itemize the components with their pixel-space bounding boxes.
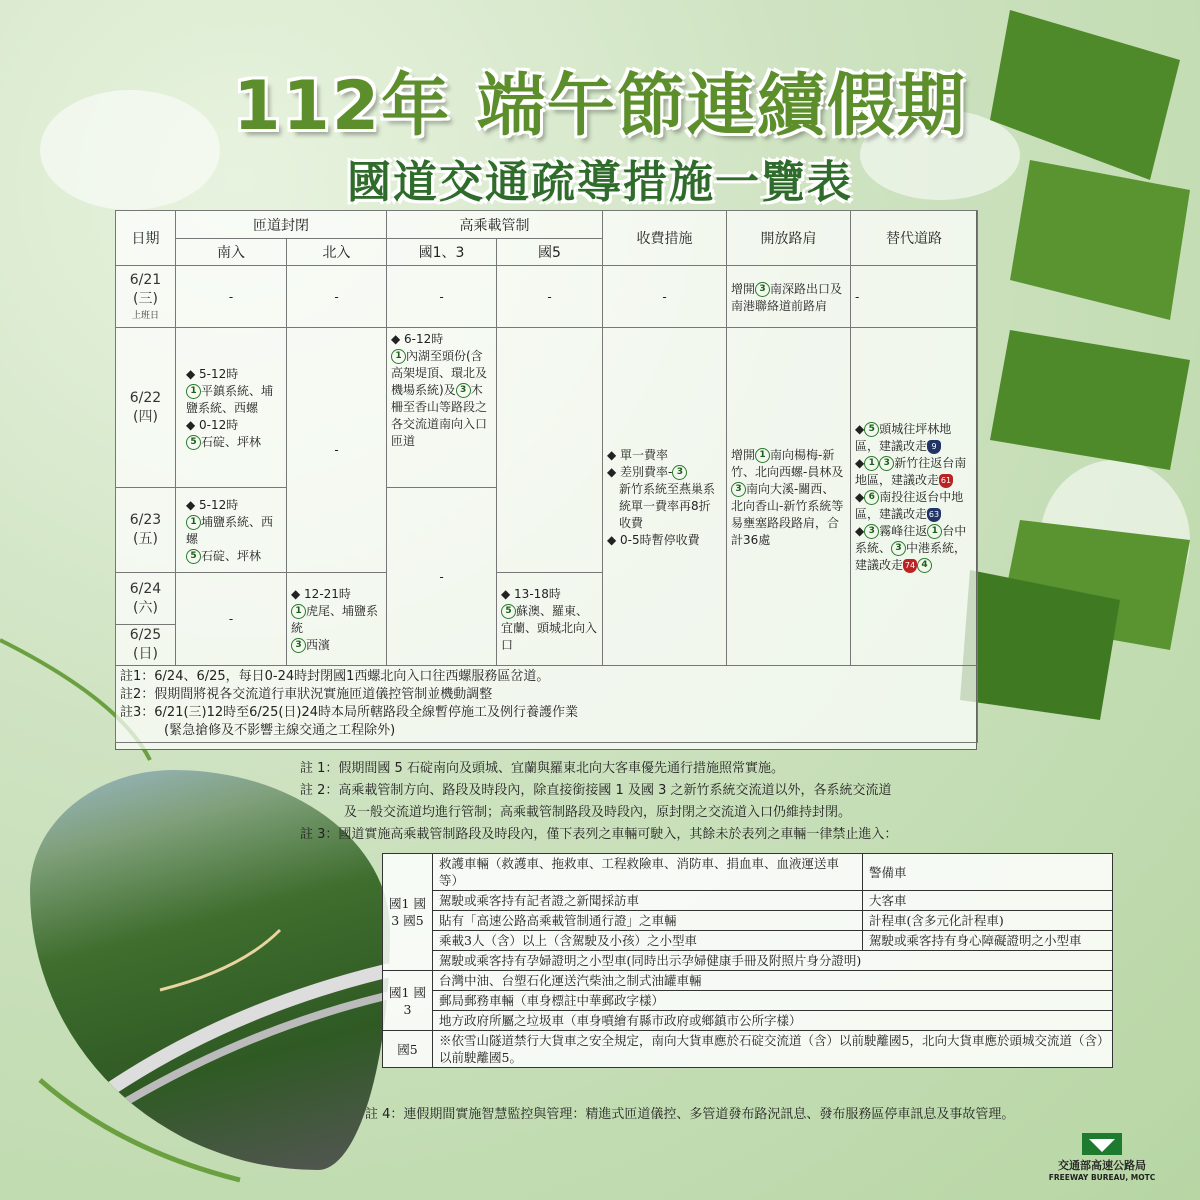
text: 內湖至頭份(含高架堤頂、環北及機場系統)及 [391,349,488,397]
cell-dash: - [603,266,727,328]
date-label: 6/24 [129,580,162,597]
freeway-1-icon: 1 [755,448,770,463]
text: 增開 [731,447,756,462]
cell-0622-south [176,328,287,488]
weekday-label: (日) [133,646,158,662]
table-note-1: 註1：6/24、6/25，每日0-24時封閉國1西螺北向入口往西螺服務區岔道。 [120,669,550,684]
cell-dash: - [497,266,603,328]
group-label: 國1 國3 國5 [383,854,433,971]
cell-0621-shoulder [727,266,851,328]
freeway-1-icon: 1 [864,456,879,471]
freeway-bureau-logo [1042,1133,1162,1182]
table-notes [116,666,978,743]
vehicle-row: 駕駛或乘客持有身心障礙證明之小型車 [863,931,1113,951]
header-date: 日期 [116,211,176,266]
freeway-4-icon: 4 [917,558,932,573]
cell-dash: - [387,266,497,328]
freeway-5-icon: 5 [864,422,879,437]
freeway-3-icon: 3 [291,638,306,653]
text: ◆ 12-21時 [291,587,351,601]
freeway-1-icon: 1 [186,384,201,399]
freeway-1-icon: 1 [291,604,306,619]
cell-0624-north [287,573,387,666]
header-alt-route: 替代道路 [851,211,978,266]
measures-table-container [115,210,977,750]
logo-icon [1082,1133,1122,1155]
measures-table [115,210,978,743]
freeway-5-icon: 5 [186,549,201,564]
text: 增開 [731,281,756,296]
lower-note-1: 註 1：假期間國 5 石碇南向及頭城、宜蘭與羅東北向大客車優先通行措施照常實施。 [300,761,784,776]
header-toll: 收費措施 [603,211,727,266]
date-label: 6/22 [129,389,162,406]
text: 虎尾、埔鹽系統 [291,604,379,635]
text: 霧峰往返 [879,524,928,538]
freeway-3-icon: 3 [891,541,906,556]
lower-note-2: 註 2：高乘載管制方向、路段及時段內，除直接銜接國 1 及國 3 之新竹系統交流道以外，各系統交流道 [300,783,892,798]
vehicle-row: 貼有「高速公路高乘載管制通行證」之車輛 [433,911,863,931]
freeway-1-icon: 1 [927,524,942,539]
cell-0623-south [176,488,287,573]
group-label: 國5 [383,1031,433,1068]
text: ◆ 0-5時暫停收費 [607,532,700,547]
route-9-icon: 9 [927,440,941,454]
freeway-3-icon: 3 [879,456,894,471]
text: 南投往返台中地區，建議改走 [855,490,964,521]
vehicle-table [382,853,1113,1068]
text: ◆ 6-12時 [391,332,444,346]
text: ◆ 13-18時 [501,587,561,601]
page-title: 112年 端午節連續假期 [233,67,967,146]
day-0624 [116,573,176,625]
freeway-5-icon: 5 [186,435,201,450]
header-south-in: 南入 [176,239,287,266]
vehicle-row: 救護車輛（救護車、拖救車、工程救險車、消防車、捐血車、血液運送車等） [433,854,863,891]
cell-dash: - [387,488,497,666]
day-0625 [116,625,176,666]
vehicle-row: 地方政府所屬之垃圾車（車身噴繪有縣市政府或鄉鎮市公所字樣） [433,1011,1113,1031]
text: ◆ 5-12時 [186,498,239,512]
route-74-icon: 74 [903,559,917,573]
text: 頭城往坪林地區，建議改走 [855,422,952,453]
date-label: 6/21 [129,272,162,288]
group-label: 國1 國3 [383,971,433,1031]
text: ◆ 5-12時 [186,367,239,381]
freeway-3-icon: 3 [731,482,746,497]
text: 南深路出口及南港聯絡道前路肩 [731,281,843,313]
header-hov-n1n3: 國1、3 [387,239,497,266]
header-ramp-close: 匝道封閉 [176,211,387,239]
text: ◆ 0-12時 [186,418,239,432]
lower-note-4: 註 4：連假期間實施智慧監控與管理：精進式匝道儀控、多管道發布路況訊息、發布服務區停車訊息及事故管理。 [365,1107,1015,1122]
text: 埔鹽系統、西螺 [186,515,274,546]
cell-dash: - [287,328,387,573]
text: 南向大溪-關西、北向香山-新竹系統等易壅塞路段路肩，合計36處 [731,481,844,547]
text: 木柵至香山等路段之各交流道南向入口匝道 [391,383,488,448]
text: 蘇澳、羅東、宜蘭、頭城北向入口 [501,604,598,652]
text: 西濱 [306,638,331,652]
route-63-icon: 63 [927,508,941,522]
text: 台中系統、 [855,524,967,555]
text: 平鎮系統、埔鹽系統、西螺 [186,384,274,415]
text: 石碇、坪林 [201,549,262,563]
text: 中港系統，建議改走 [855,541,967,572]
page-subtitle: 國道交通疏導措施一覽表 [347,157,853,208]
cell-toll [603,328,727,666]
cell-dash: - [176,573,287,666]
table-note-2: 註2：假期間將視各交流道行車狀況實施匝道儀控管制並機動調整 [120,687,493,702]
logo-text-zh: 交通部高速公路局 [1058,1159,1146,1172]
cell-dash: - [287,266,387,328]
table-note-3b: (緊急搶修及不影響主線交通之工程除外) [164,723,396,738]
cell-empty [497,328,603,573]
vehicle-row: 乘載3人（含）以上（含駕駛及小孩）之小型車 [433,931,863,951]
text: 新竹系統至燕巢系統單一費率再8折收費 [619,481,716,530]
text: ◆ 差別費率- [607,464,673,479]
freeway-5-icon: 5 [501,604,516,619]
cell-shoulder [727,328,851,666]
date-label: 6/25 [129,627,162,643]
text: ◆ 單一費率 [607,447,669,462]
lower-notes [300,758,1000,846]
vehicle-row: 駕駛或乘客持有孕婦證明之小型車(同時出示孕婦健康手冊及附照片身分證明) [433,951,1113,971]
vehicle-row: 警備車 [863,854,1113,891]
route-61-icon: 61 [939,474,953,488]
day-0623 [116,488,176,573]
header-hov-n5: 國5 [497,239,603,266]
workday-note: 上班日 [131,311,159,321]
lower-note-3: 註 3：國道實施高乘載管制路段及時段內，僅下表列之車輛可駛入，其餘未於表列之車輛一律禁止進入： [300,827,898,842]
weekday-label: (三) [133,291,158,307]
header-north-in: 北入 [287,239,387,266]
weekday-label: (五) [133,531,158,547]
cell-dash: - [851,266,978,328]
logo-text-en: FREEWAY BUREAU, MOTC [1048,1173,1156,1182]
cell-0624-hov5 [497,573,603,666]
text: 新竹往返台南地區，建議改走 [855,456,967,487]
cell-alt-route: ◆ 5 頭城往坪林地區，建議改走 9 ◆ 1 3 新竹往返台南地區，建議改走 61 ◆ 6 南投往返台中地區，建議改走 63 ◆ 3 霧峰往返 1 台中系統、 3 中港系統，建議改走 74 4 [851,328,978,666]
cell-dash: - [176,266,287,328]
weekday-label: (六) [133,599,158,616]
vehicle-row: ※依雪山隧道禁行大貨車之安全規定，南向大貨車應於石碇交流道（含）以前駛離國5，北向大貨車應於頭城交流道（含）以前駛離國5。 [433,1031,1113,1068]
cell-0622-hov [387,328,497,488]
vehicle-row: 大客車 [863,891,1113,911]
weekday-label: (四) [133,408,158,425]
table-note-3: 註3：6/21(三)12時至6/25(日)24時本局所轄路段全線暫停施工及例行養護作業 [120,705,579,720]
header-hov: 高乘載管制 [387,211,603,239]
vehicle-table-container [382,853,1112,1068]
vehicle-row: 駕駛或乘客持有記者證之新聞採訪車 [433,891,863,911]
day-0621 [116,266,176,328]
lower-note-2-cont: 及一般交流道均進行管制；高乘載管制路段及時段內，原封閉之交流道入口仍維持封閉。 [344,805,852,820]
vehicle-row: 計程車(含多元化計程車) [863,911,1113,931]
freeway-3-icon: 3 [456,383,471,398]
date-label: 6/23 [129,512,162,528]
header-shoulder: 開放路肩 [727,211,851,266]
vehicle-row: 郵局郵務車輛（車身標註中華郵政字樣） [433,991,1113,1011]
freeway-3-icon: 3 [755,282,770,297]
freeway-3-icon: 3 [864,524,879,539]
freeway-1-icon: 1 [391,349,406,364]
text: 石碇、坪林 [201,435,262,449]
text: 南向楊梅-新竹、北向西螺-員林及 [731,447,844,479]
vehicle-row: 台灣中油、台塑石化運送汽柴油之制式油罐車輛 [433,971,1113,991]
day-0622 [116,328,176,488]
freeway-6-icon: 6 [864,490,879,505]
freeway-3-icon: 3 [672,465,687,480]
freeway-1-icon: 1 [186,515,201,530]
